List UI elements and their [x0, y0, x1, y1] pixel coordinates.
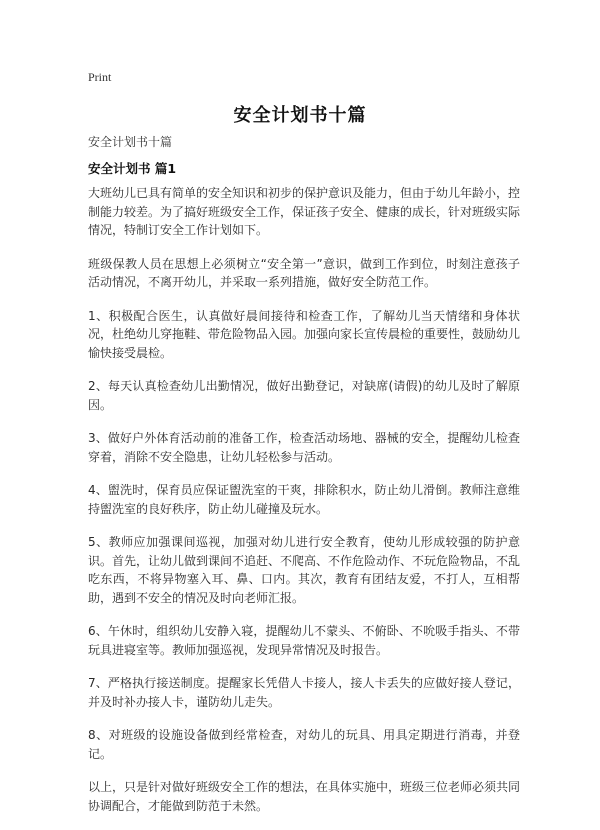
- paragraph-item-6: 6、午休时，组织幼儿安静入寝，提醒幼儿不蒙头、不俯卧、不吮吸手指头、不带玩具进寝室等。教师加强巡视，发现异常情况及时报告。: [88, 624, 520, 657]
- paragraph-item-2: 2、每天认真检查幼儿出勤情况，做好出勤登记，对缺席(请假)的幼儿及时了解原因。: [88, 379, 520, 412]
- section-heading: 安全计划书 篇1: [88, 161, 177, 176]
- document-body: [88, 184, 520, 830]
- paragraph-item-4: 4、盥洗时，保育员应保证盥洗室的干爽，排除积水，防止幼儿滑倒。教师注意维持盥洗室的良好秩序，防止幼儿碰撞及玩水。: [88, 483, 520, 516]
- paragraph-item-1: 1、积极配合医生，认真做好晨间接待和检查工作，了解幼儿当天情绪和身体状况，杜绝幼儿穿拖鞋、带危险物品入园。加强向家长宣传晨检的重要性，鼓励幼儿愉快接受晨检。: [88, 308, 521, 360]
- paragraph-item-3: 3、做好户外体育活动前的准备工作，检查活动场地、器械的安全，提醒幼儿检查穿着，消除不安全隐患，让幼儿轻松参与活动。: [88, 431, 520, 464]
- paragraph-intro: 大班幼儿已具有简单的安全知识和初步的保护意识及能力，但由于幼儿年龄小，控制能力较差。为了搞好班级安全工作，保证孩子安全、健康的成长，针对班级实际情况，特制订安全工作计划如下。: [88, 186, 521, 237]
- paragraph-item-8: 8、对班级的设施设备做到经常检查，对幼儿的玩具、用具定期进行消毒，并登记。: [88, 728, 520, 761]
- print-link[interactable]: Print: [88, 70, 112, 84]
- paragraph-safety-awareness: 班级保教人员在思想上必须树立“安全第一”意识，做到工作到位，时刻注意孩子活动情况，不离开幼儿，并采取一系列措施，做好安全防范工作。: [88, 256, 520, 289]
- paragraph-item-5: 5、教师应加强课间巡视，加强对幼儿进行安全教育，使幼儿形成较强的防护意识。首先，让幼儿做到课间不追赶、不爬高、不作危险动作、不玩危险物品，不乱吃东西，不将异物塞入耳、鼻、口内。其次，教育有团结友爱，不打人，互相帮助，遇到不安全的情况及时向老师汇报。: [88, 535, 521, 605]
- page-title: 安全计划书十篇: [233, 105, 367, 126]
- paragraph-item-7: 7、严格执行接送制度。提醒家长凭借人卡接人，接人卡丢失的应做好接人登记，并及时补办接人卡，谨防幼儿走失。: [88, 676, 520, 709]
- paragraph-conclusion: 以上，只是针对做好班级安全工作的想法，在具体实施中，班级三位老师必须共同协调配合，才能做到防范于未然。: [88, 780, 521, 813]
- document-subtitle: 安全计划书十篇: [88, 135, 173, 149]
